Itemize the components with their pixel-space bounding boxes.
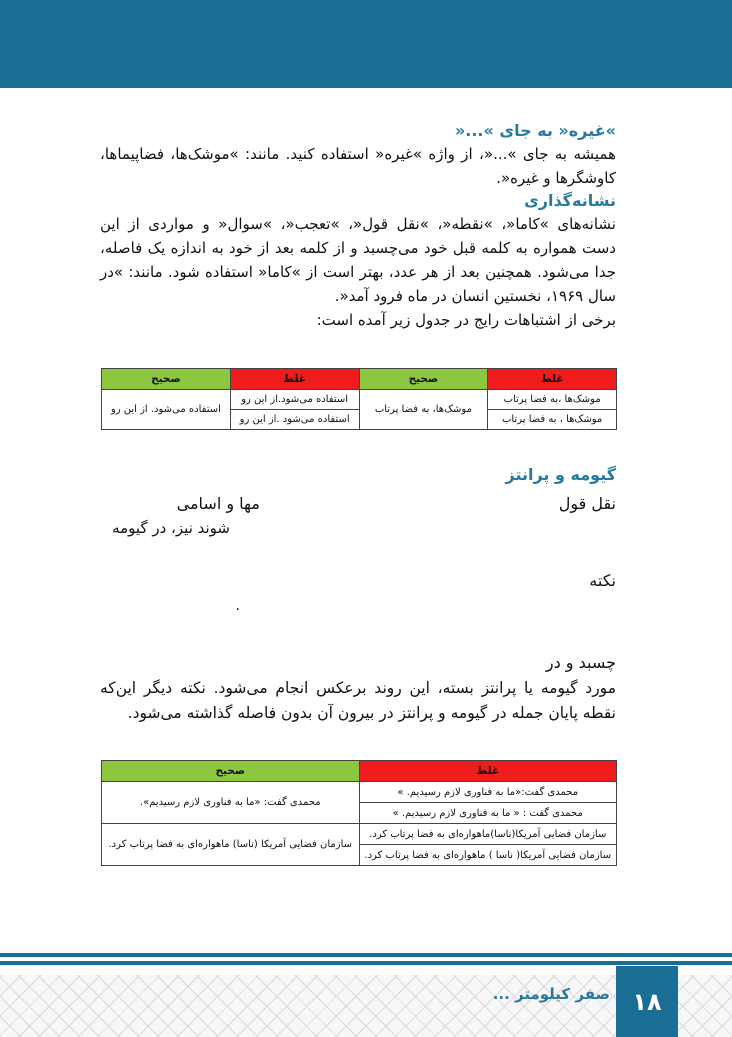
table-cell: استفاده می‌شود .از این رو (230, 410, 359, 430)
fragment-guillemets: شوند نیز، در گیومه (112, 519, 230, 537)
paragraph-punctuation: نشانه‌های »کاما«، »نقطه«، »نقل قول«، »تعجب«، »سوال« و مواردی از این دست همواره به کلمه قبل خود می‌چسبد و از کلمه بعد از خود به اندازه یک فاصله، جدا می‌شود. همچنین بعد از هر عدد، بهتر است از »کاما« استفاده شود. مانند: »در سال ۱۹۶۹، نخستین انسان در ماه فرود آمد«. (100, 215, 616, 305)
page-number: ۱۸ (616, 966, 678, 1037)
table-header-correct: صحیح (102, 369, 231, 390)
fragment-attach: چسبد و در (545, 653, 616, 672)
fragment-quote: نقل قول (558, 494, 616, 513)
paragraph-etc: همیشه به جای »...«، از واژه »غیره« استفاده کنید. مانند: »موشک‌ها، فضاپیماها، کاوشگرها و غیره«. (100, 145, 616, 187)
table-cell: موشک‌ها، به فضا پرتاب (359, 390, 488, 430)
fragment-note: نکته (589, 571, 616, 590)
punctuation-table (101, 368, 617, 430)
paragraph-quotes: مورد گیومه یا پرانتز بسته، این روند برعکس انجام می‌شود. نکته دیگر این‌که نقطه پایان جمله در گیومه و پرانتز در بیرون آن بدون فاصله گذاشته می‌شود. (100, 679, 616, 722)
table-header-wrong: غلط (359, 761, 617, 782)
table-cell: سازمان فضایی آمریکا(ناسا)ماهواره‌ای به فضا پرتاب کرد. (359, 824, 617, 845)
footer-title: صفر کیلومتر ... (492, 985, 610, 1003)
heading-etc: »غیره« به جای »...« (454, 121, 616, 140)
table-cell: سازمان فضایی آمریکا (ناسا) ماهواره‌ای به فضا پرتاب کرد. (102, 824, 360, 866)
table-cell: محمدی گفت:«ما به فناوری لازم رسیدیم. » (359, 782, 617, 803)
fragment-names: مها و اسامی (176, 494, 260, 513)
quotes-table (101, 760, 617, 866)
table-cell: موشک‌ها ،به فضا پرتاب (488, 390, 617, 410)
table-cell: سازمان فضایی آمریکا( ناسا ) ماهواره‌ای به فضا پرتاب کرد. (359, 845, 617, 866)
table-header-correct: صحیح (359, 369, 488, 390)
fragment-dot: . (235, 598, 240, 614)
table-cell: موشک‌ها ، به فضا پرتاب (488, 410, 617, 430)
heading-punctuation: نشانه‌گذاری (524, 191, 616, 210)
table-cell: استفاده می‌شود. از این رو (102, 390, 231, 430)
paragraph-table-intro: برخی از اشتباهات رایج در جدول زیر آمده است: (316, 311, 616, 329)
table-cell: محمدی گفت: «ما به فناوری لازم رسیدیم». (102, 782, 360, 824)
table-header-wrong: غلط (230, 369, 359, 390)
top-banner (0, 0, 732, 88)
main-content (100, 120, 616, 332)
table-header-correct: صحیح (102, 761, 360, 782)
table-cell: استفاده می‌شود.از این رو (230, 390, 359, 410)
heading-quotes: گیومه و پرانتز (505, 465, 616, 484)
table-cell: محمدی گفت : « ما به فناوری لازم رسیدیم. » (359, 803, 617, 824)
table-header-wrong: غلط (488, 369, 617, 390)
